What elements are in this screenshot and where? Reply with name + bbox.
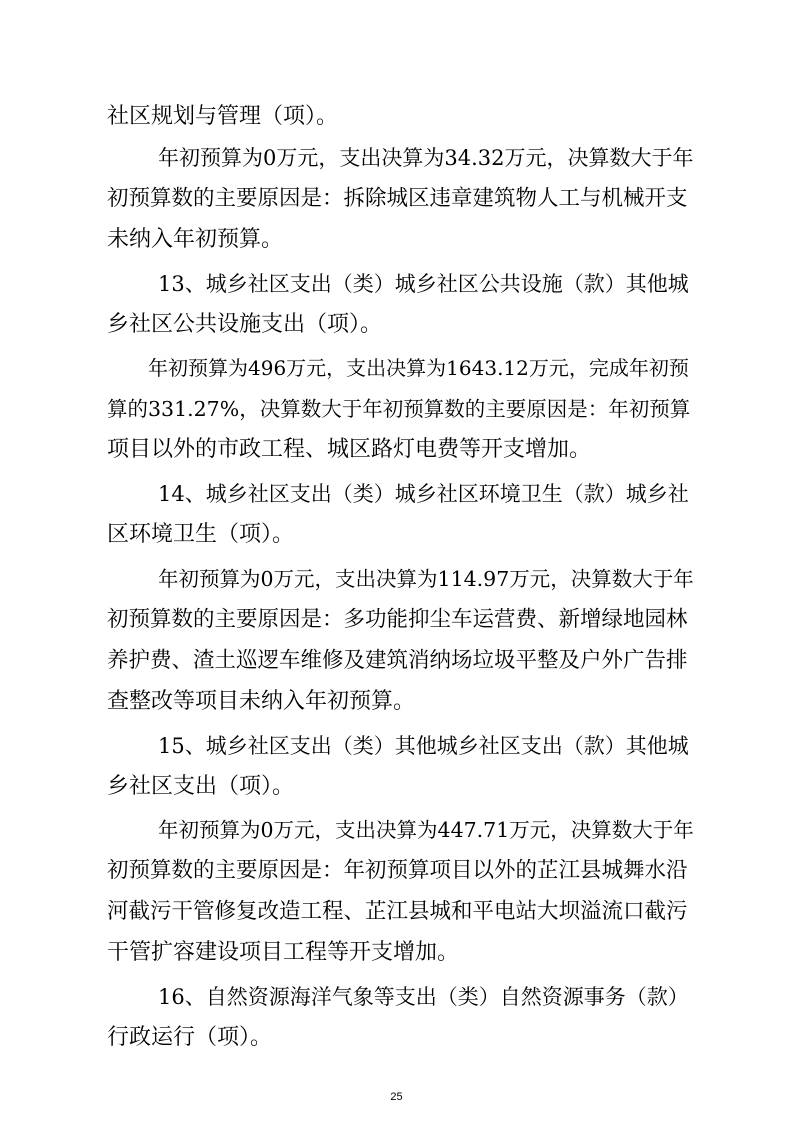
text-line: 干管扩容建设项目工程等开支增加。 [107,940,460,966]
text-line: 算的331.27%，决算数大于年初预算数的主要原因是：年初预算 [107,397,691,422]
text-line: 乡社区支出（项）。 [107,773,295,799]
text-line: 区环境卫生（项）。 [107,522,295,548]
text-line: 16、自然资源海洋气象等支出（类）自然资源事务（款） [158,985,689,1010]
text-line: 年初预算为0万元，支出决算为114.97万元，决算数大于年 [158,566,694,591]
text-line: 初预算数的主要原因是：拆除城区违章建筑物人工与机械开支 [107,185,688,211]
text-line: 年初预算为496万元，支出决算为1643.12万元，完成年初预 [148,356,689,381]
text-line: 查整改等项目未纳入年初预算。 [107,688,416,714]
text-line: 14、城乡社区支出（类）城乡社区环境卫生（款）城乡社 [158,482,689,507]
text-line: 河截污干管修复改造工程、芷江县城和平电站大坝溢流口截污 [107,899,688,925]
page-number: 25 [390,1091,403,1103]
text-line: 社区规划与管理（项）。 [107,104,339,129]
text-line: 年初预算为0万元，支出决算为447.71万元，决算数大于年 [158,818,694,843]
text-line: 未纳入年初预算。 [107,226,284,252]
text-line: 项目以外的市政工程、城区路灯电费等开支增加。 [107,437,592,463]
text-line: 乡社区公共设施支出（项）。 [107,311,383,337]
text-line: 年初预算为0万元，支出决算为34.32万元，决算数大于年 [158,145,694,170]
text-line: 15、城乡社区支出（类）其他城乡社区支出（款）其他城 [158,733,689,758]
text-line: 行政运行（项）。 [107,1025,273,1050]
text-line: 初预算数的主要原因是：年初预算项目以外的芷江县城舞水沿 [107,858,688,884]
text-line: 养护费、渣土巡逻车维修及建筑消纳场垃圾平整及户外广告排 [107,647,688,673]
text-line: 初预算数的主要原因是：多功能抑尘车运营费、新增绿地园林 [107,606,688,632]
text-line: 13、城乡社区支出（类）城乡社区公共设施（款）其他城 [158,271,689,296]
